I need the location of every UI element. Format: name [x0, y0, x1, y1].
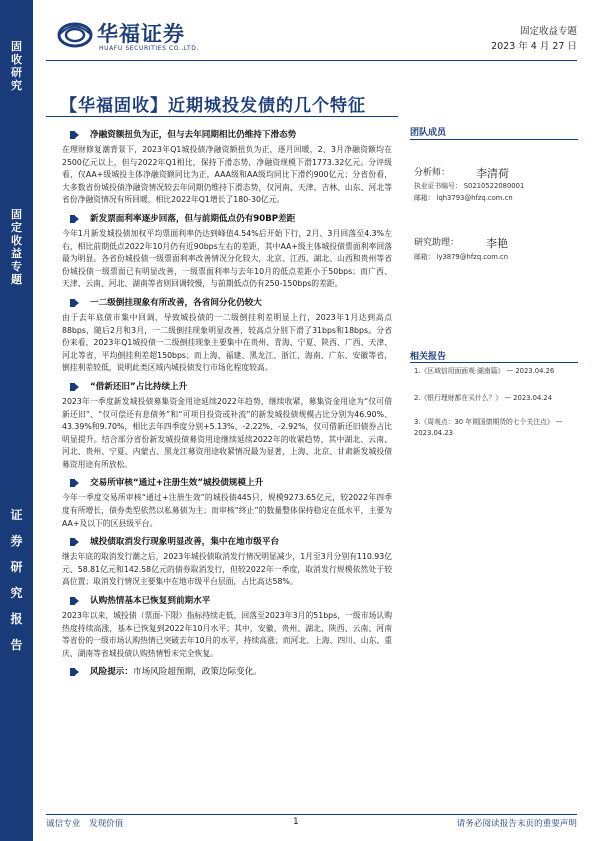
footer-disclaimer-note: 请务必阅读报告末页的重要声明 [456, 819, 577, 829]
risk-heading: 风险提示：市场风险超预期，政策边际变化。 [62, 666, 392, 678]
analyst-name: 李清荷 [476, 167, 509, 180]
section-block [62, 536, 392, 589]
sidebar-char: 报 [10, 612, 23, 626]
section-heading: 新发票面利率逐步回落，但与前期低点仍有90BP差距 [62, 213, 392, 225]
logo-chinese-name: 华福证券 [97, 22, 185, 46]
sidebar-char: 券 [10, 534, 23, 548]
assistant-row [414, 235, 508, 250]
sidebar-char: 证 [10, 508, 23, 522]
sidebar-char: 固 [11, 208, 22, 221]
sidebar-char: 固 [11, 40, 22, 53]
sidebar-char: 题 [11, 273, 22, 286]
company-logo [57, 18, 257, 58]
arrow-bullet-icon [70, 131, 79, 139]
logo-ring-icon [57, 20, 93, 50]
assistant-label: 研究助理： [414, 238, 460, 248]
sidebar-label-top [0, 40, 33, 92]
section-heading: 净融资额扭负为正，但与去年同期相比仍维持下滑态势 [62, 129, 392, 141]
sidebar-char: 益 [11, 247, 22, 260]
related-report-item[interactable]: 2.《银行理财都在买什么？》 — 2023.04.24 [414, 394, 553, 402]
section-block [62, 381, 392, 472]
section-heading: 一二级倒挂现象有所改善，各省间分化仍较大 [62, 297, 392, 309]
footer-divider [46, 814, 577, 815]
sidebar-char: 收 [11, 234, 22, 247]
report-date: 2023 年 4 月 27 日 [491, 41, 577, 52]
analyst-email[interactable]: 邮箱： lqh3793@hfzq.com.cn [414, 194, 513, 202]
section-block [62, 595, 392, 660]
related-divider [410, 362, 578, 363]
section-heading: 城投债取消发行现象明显改善，集中在地市级平台 [62, 536, 392, 548]
report-type: 固定收益专题 [519, 26, 577, 37]
section-block [62, 297, 392, 375]
sidebar-label-middle [0, 208, 33, 286]
assistant-name: 李艳 [486, 237, 508, 250]
section-paragraph: 在理财修复潮背景下，2023年Q1城投债净融资额扭负为正，逐月回暖，2、3月净融资额均在2500亿元以上，但与2022年Q1相比，保持下滑态势，净融资规模下滑1773.32亿元。分评级看，仅AA+级城投主体净融资额同比为正，AAA级和AA级均同比下滑约900亿元；分省份看，大多数省份城投债净融资情况较去年同期仍维持下滑态势，仅河南、天津、吉林、山东、河北等省份净融资情况有所回暖，相比2022年Q1增长了180-30亿元。 [62, 145, 392, 205]
arrow-bullet-icon [70, 668, 79, 676]
arrow-bullet-icon [70, 479, 79, 487]
section-heading: 交易所审核“通过+注册生效”城投债规模上升 [62, 477, 392, 489]
section-heading: 认购热情基本已恢复到前期水平 [62, 595, 392, 607]
arrow-bullet-icon [70, 215, 79, 223]
section-heading: “借新还旧”占比持续上升 [62, 381, 392, 393]
analyst-label: 分析师： [414, 168, 451, 178]
section-paragraph: 由于去年底债市集中回调，导致城投债的一二级倒挂利差明显上行，2023年1月达到高点88bps，随后2月和3月，一二级倒挂现象明显改善，较高点分别下滑了31bps和18bps。分省份来看，2023年Q1城投债一二级倒挂现象主要集中在贵州、青海、宁夏、陕西、广西、天津、河北等省，平均倒挂利差超150bps；而上海、福建、黑龙江、浙江、海南、广东、安徽等省，倒挂利差较低，说明此类区域内城投债发行市场化程度较高。 [62, 312, 392, 373]
risk-text: 市场风险超预期，政策边际变化。 [132, 667, 262, 678]
section-paragraph: 2023年一季度新发城投债募集资金用途延续2022年趋势，继续收紧，募集资金用途为“仅可借新还旧”、“仅可偿还有息债务”和“可项目投资或补流”的新发城投债规模占比分别为46.90%、43.39%和9.70%，相比去年四季度分别+5.13%、-2.22%、-2.92%，仅可借新还旧债券占比明显提升。结合部分省份新发城投债募资用途继续延续2022年的收紧趋势，其中湖北、云南、河北、贵州、宁夏、内蒙古、黑龙江募资用途收紧情况最为显著，上海、北京、甘肃新发城投债募资用途有所放松。 [62, 396, 392, 469]
team-heading: 团队成员 [410, 128, 447, 138]
title-divider [46, 116, 398, 117]
header-meta [491, 24, 577, 54]
header-divider [46, 60, 577, 61]
sidebar-char: 研 [10, 560, 23, 574]
sidebar-char: 究 [11, 79, 22, 92]
sidebar-label-bottom [0, 502, 33, 658]
risk-block [62, 666, 392, 678]
team-divider [410, 139, 578, 140]
main-content [62, 126, 392, 684]
page-number: 1 [293, 817, 299, 827]
logo-english-name: HUAFU SECURITIES CO.,LTD. [99, 45, 200, 52]
section-block [62, 129, 392, 207]
arrow-bullet-icon [70, 299, 79, 307]
sidebar-char: 专 [11, 260, 22, 273]
related-report-item[interactable]: 3.《周观点：30 年期国债期货的七个关注点》 — 2023.04.23 [414, 418, 563, 437]
arrow-bullet-icon [70, 538, 79, 546]
related-report-item[interactable]: 1.《区域信用面面观·湖南篇》 — 2023.04.26 [414, 367, 555, 375]
sidebar-char: 究 [10, 586, 23, 600]
assistant-email[interactable]: 邮箱： ly3879@hfzq.com.cn [414, 253, 509, 261]
report-title: 【华福固收】近期城投发债的几个特征 [60, 96, 366, 116]
arrow-bullet-icon [70, 383, 79, 391]
related-heading: 相关报告 [410, 352, 447, 362]
footer-slogan: 诚信专业 发现价值 [46, 819, 124, 829]
section-paragraph: 继去年底的取消发行潮之后，2023年城投债取消发行情况明显减少，1月至3月分别有110.93亿元、58.81亿元和142.58亿元的债券取消发行，但较2022年一季度，取消发行规模依然处于较高位置；取消发行情况主要集中在地市级平台层面，占比高达58%。 [62, 552, 392, 587]
analyst-row [414, 165, 509, 180]
section-block [62, 213, 392, 291]
analyst-license: 执业证书编号： S0210522080001 [414, 182, 525, 190]
sidebar-char: 定 [11, 221, 22, 234]
section-paragraph: 2023年以来，城投债（票面-下限）指标持续走低，回落至2023年3月的51bps，一级市场认购热度持续高涨，基本已恢复到2022年10月水平；其中，安徽、贵州、湖北、陕西、云南、河南等省份的一级市场认购热情已突破去年10月的水平，持续高涨；而河北、上海、四川、山东、重庆、湖南等省城投债认购热情暂未完全恢复。 [62, 611, 392, 658]
sidebar-char: 研 [11, 66, 22, 79]
section-paragraph: 今年一季度交易所审核“通过+注册生效”的城投债445只，规模9273.65亿元，较2022年四季度有所增长，债券类型依然以私募债为主；而审核“终止”的数量整体保持稳定在低水平，主要为AA+及以下的区县级平台。 [62, 493, 392, 528]
arrow-bullet-icon [70, 597, 79, 605]
section-block [62, 477, 392, 530]
sidebar-char: 告 [10, 638, 23, 652]
left-sidebar-band [0, 0, 33, 841]
section-paragraph: 今年1月新发城投债加权平均票面利率仍达到峰值4.54%后开始下行，2月、3月回落至4.3%左右，相比前期低点2022年10月仍有近90bps左右的差距，其中AA+级主体城投债票面利率回落最为明显。各省份城投债一级票面利率改善情况分化较大，北京、江西、湖北、山西和贵州等省份城投债一级票面已有明显改善，一级票面利率与去年10月的低点差距小于50bps；而广西、天津、云南、河北、湖南等省则回调较慢，与前期低点仍有250-150bps的差距。 [62, 228, 392, 289]
sidebar-char: 收 [11, 53, 22, 66]
